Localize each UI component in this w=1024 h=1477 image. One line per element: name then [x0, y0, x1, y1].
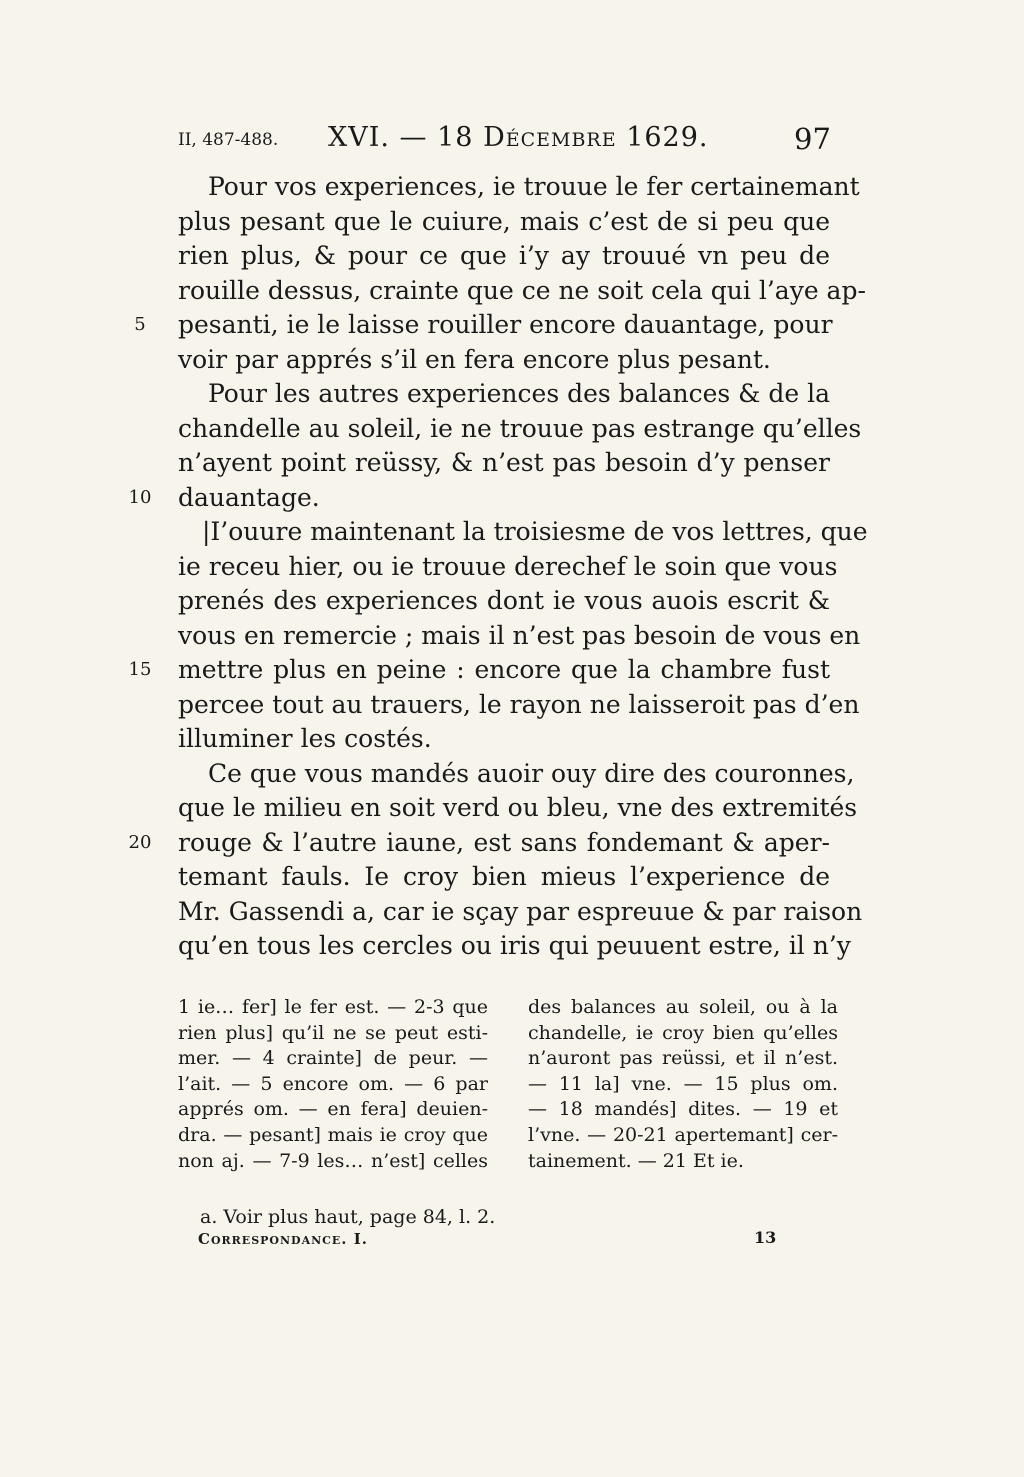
text-line: ie receu hier, ou ie trouue derechef le soin que vous [178, 551, 838, 581]
text-line: mettre plus en peine : encore que la chambre fust [178, 655, 830, 684]
header-title-prefix: XVI. — 18 [328, 122, 484, 153]
line-number-15: 15 [128, 659, 152, 680]
variant-line: n’auront pas reüssi, et il n’est. [528, 1047, 838, 1070]
header-title [328, 122, 709, 153]
main-text [178, 170, 868, 964]
variant-line: tainement. — 21 Et ie. [528, 1149, 744, 1172]
page-number: 97 [794, 122, 831, 156]
text-line: qu’en tous les cercles ou iris qui peuuent estre, il n’y [178, 931, 851, 960]
line-number-10: 10 [128, 486, 152, 508]
text-line: vous en remercie ; mais il n’est pas besoin de vous en [178, 620, 861, 650]
header-title-month: Décembre [483, 122, 617, 153]
text-line: voir par apprés s’il en fera encore plus pesant. [178, 344, 771, 374]
gathering-number: 13 [754, 1228, 777, 1247]
line-number-20: 20 [128, 831, 152, 853]
text-line: pesanti, ie le laisse rouiller encore dauantage, pour [178, 310, 833, 339]
text-line: |I’ouure maintenant la troisiesme de vos lettres, que [202, 517, 868, 546]
variants-right-column [528, 995, 838, 1174]
variant-line: apprés om. — en fera] deuien- [178, 1098, 488, 1121]
variant-line: dra. — pesant] mais ie croy que [178, 1123, 488, 1146]
variant-line: mer. — 4 crainte] de peur. — [178, 1047, 488, 1070]
text-line: rouille dessus, crainte que ce ne soit cela qui l’aye ap- [178, 275, 866, 305]
signature-mark: Correspondance. I. [198, 1230, 368, 1248]
text-line: percee tout au trauers, le rayon ne laisseroit pas d’en [178, 689, 860, 719]
variant-line: 1 ie… fer] le fer est. — 2-3 que [178, 996, 488, 1018]
page-header [0, 122, 1024, 162]
variant-line: non aj. — 7-9 les… n’est] celles [178, 1149, 488, 1172]
text-line: que le milieu en soit verd ou bleu, vne des extremités [178, 793, 858, 822]
variants-left-column [178, 995, 488, 1174]
text-line: chandelle au soleil, ie ne trouue pas estrange qu’elles [178, 413, 862, 443]
text-line: temant fauls. Ie croy bien mieus l’experience de [178, 862, 830, 891]
variant-line: — 18 mandés] dites. — 19 et [528, 1098, 838, 1121]
variant-line: — 11 la] vne. — 15 plus om. [528, 1072, 838, 1095]
text-line: prenés des experiences dont ie vous auois escrit & [178, 586, 830, 615]
text-line: Pour les autres experiences des balances & de la [208, 379, 831, 408]
text-line: rouge & l’autre iaune, est sans fondemant & aper- [178, 827, 830, 857]
header-reference: II, 487-488. [178, 130, 279, 150]
variant-line: l’vne. — 20-21 apertemant] cer- [528, 1123, 838, 1146]
variant-line: rien plus] qu’il ne se peut esti- [178, 1021, 488, 1044]
text-line: Ce que vous mandés auoir ouy dire des couronnes, [208, 758, 855, 788]
variant-line: chandelle, ie croy bien qu’elles [528, 1021, 838, 1044]
variant-line: l’ait. — 5 encore om. — 6 par [178, 1072, 488, 1095]
variant-readings [178, 995, 838, 1174]
text-line: n’ayent point reüssy, & n’est pas besoin d’y penser [178, 448, 830, 477]
text-line: dauantage. [178, 482, 320, 512]
text-line: Pour vos experiences, ie trouue le fer certainemant [208, 172, 860, 201]
text-line: rien plus, & pour ce que i’y ay trouué vn peu de [178, 241, 830, 270]
text-line: Mr. Gassendi a, car ie sçay par espreuue & par raison [178, 896, 863, 926]
variant-line: des balances au soleil, ou à la [528, 996, 838, 1018]
header-title-suffix: 1629. [616, 122, 709, 153]
text-line: plus pesant que le cuiure, mais c’est de si peu que [178, 206, 830, 236]
footnote: a. Voir plus haut, page 84, l. 2. [200, 1206, 496, 1228]
text-line: illuminer les costés. [178, 724, 432, 753]
line-number-5: 5 [134, 314, 146, 335]
